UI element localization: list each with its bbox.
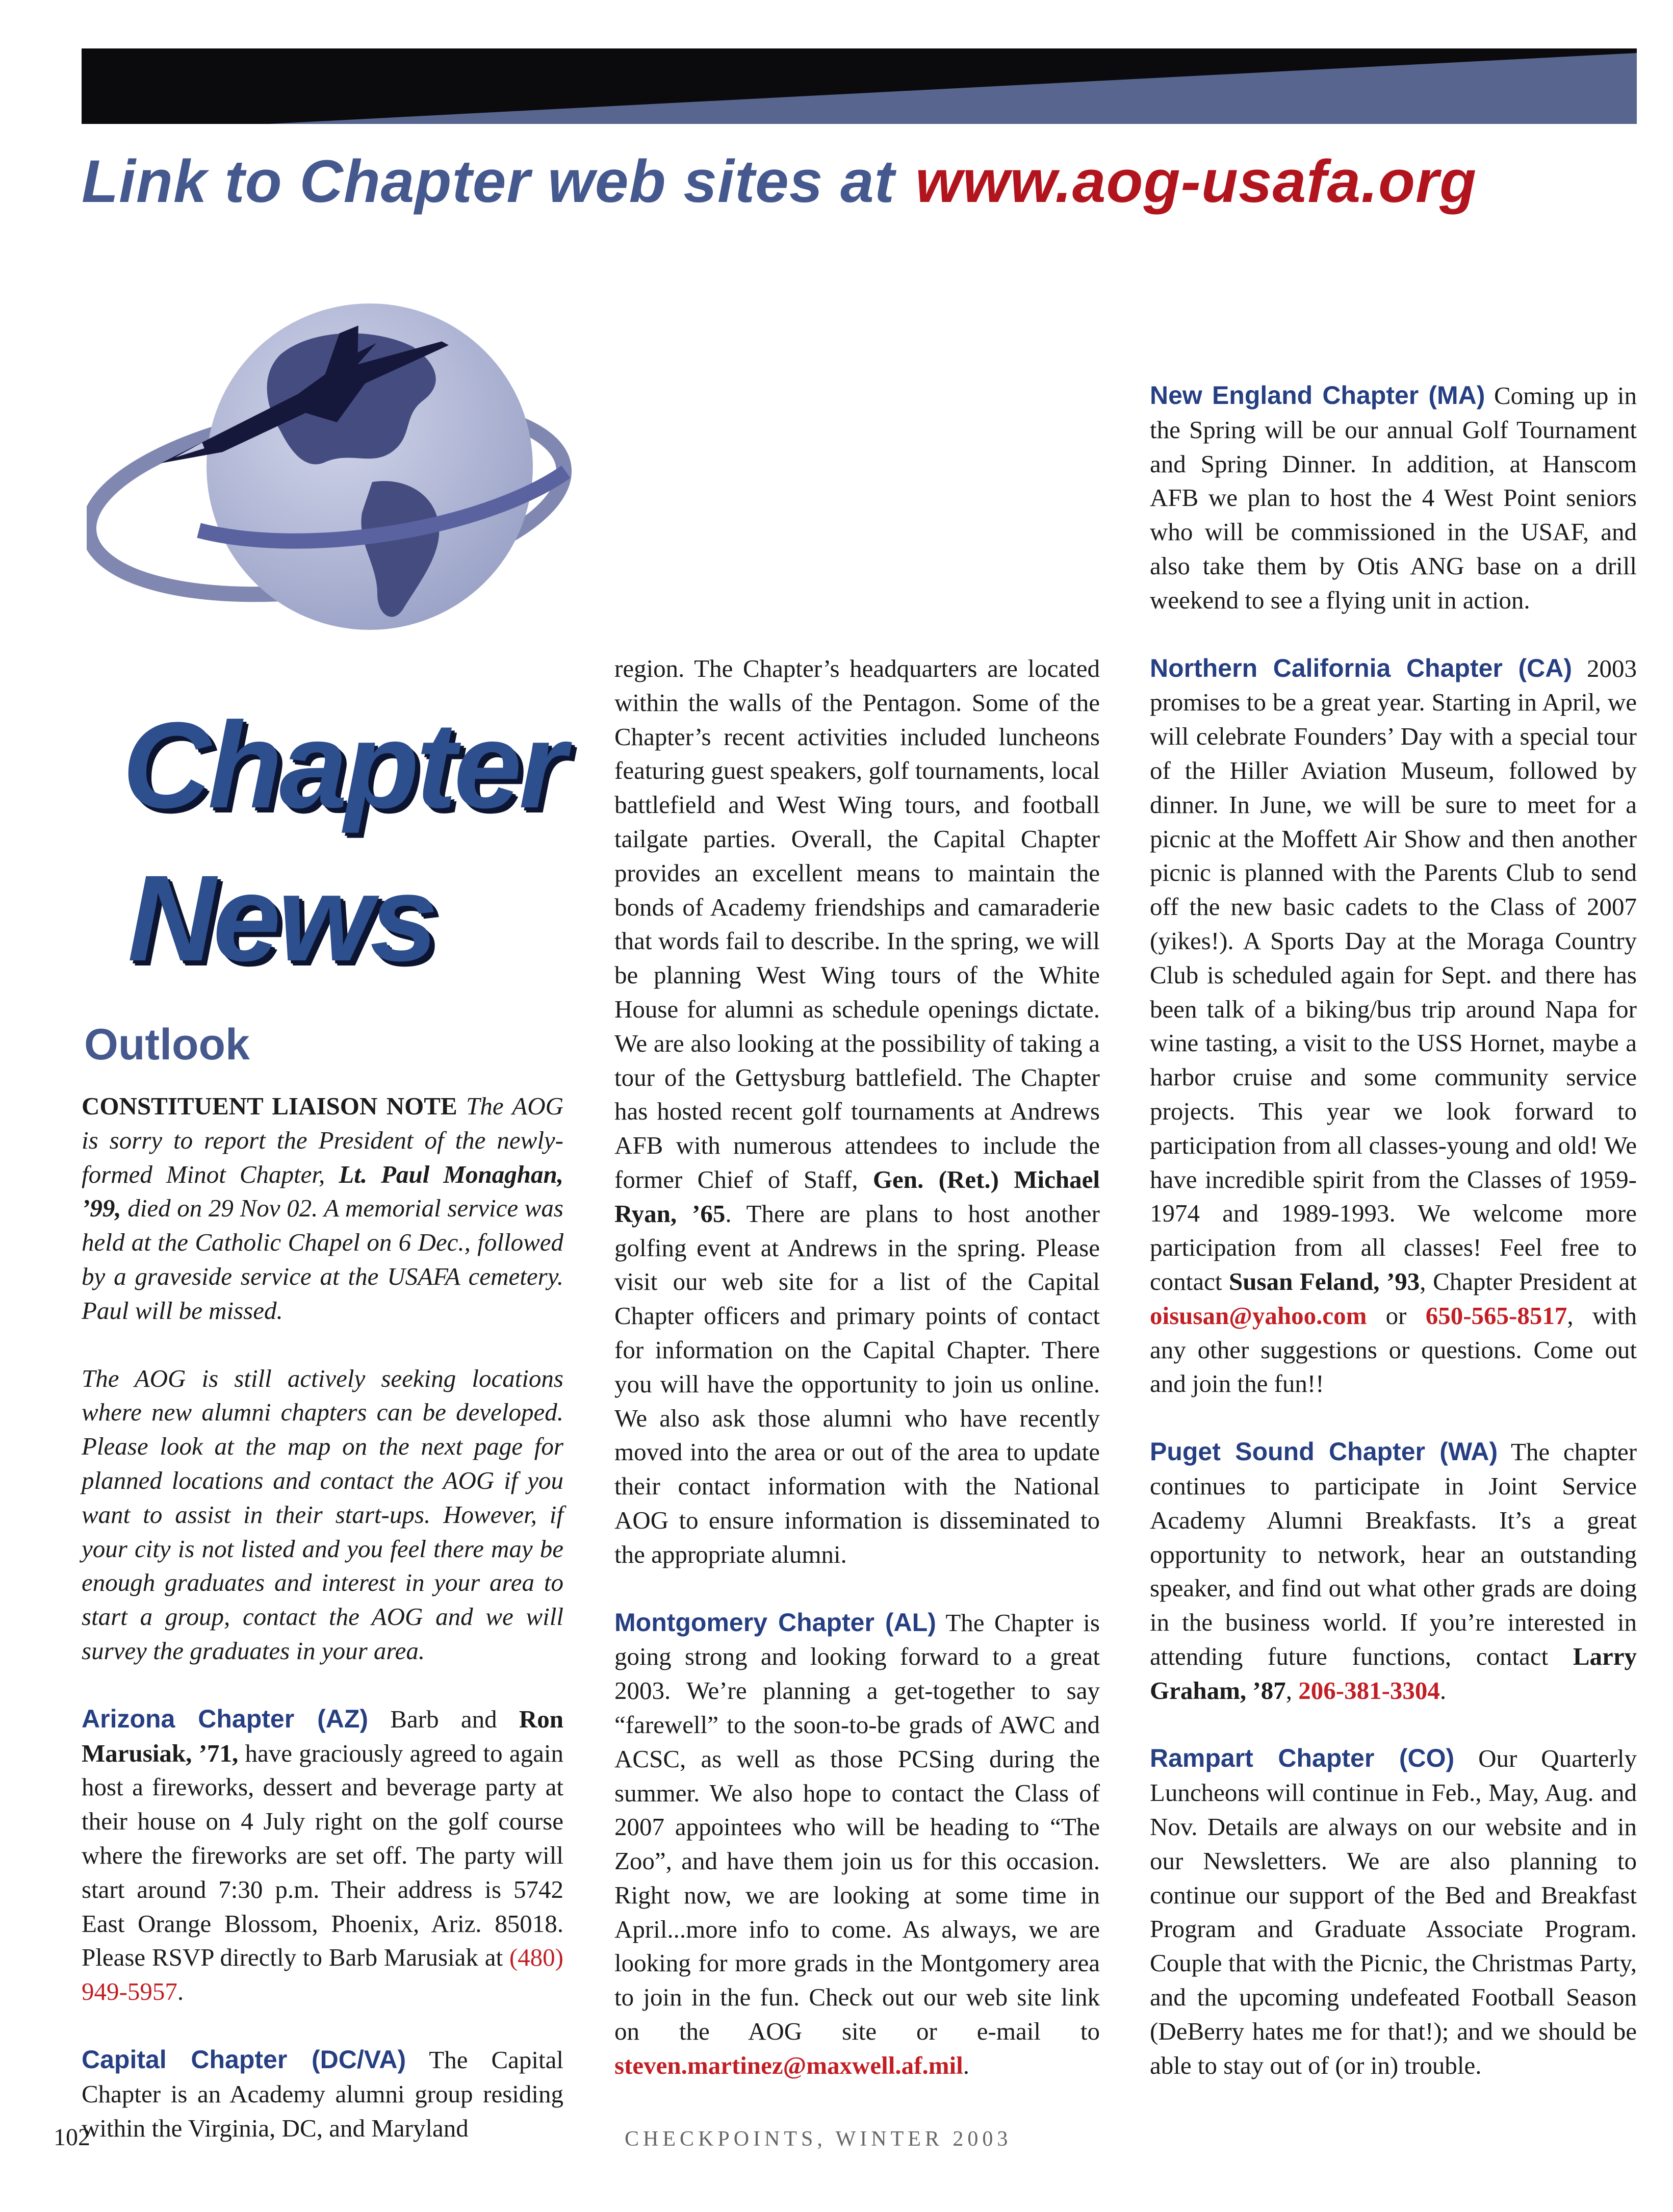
liaison-label: CONSTITUENT LIAISON NOTE xyxy=(82,1092,457,1120)
capital-entry xyxy=(82,2043,563,2145)
chapter-links-headline xyxy=(82,149,1642,215)
capital-text3: . There are plans to host another golfing event at Andrews in the spring. Please visit our web site for a list of the Capital Chapter officers and primary points of contact for information on the Capital Chapter. There you will have the opportunity to join us online. We also ask those alumni who have recently moved into the area or out of the area to update their contact information with the National AOG to ensure information is disseminated to the appropriate alumni. xyxy=(614,1199,1100,1568)
puget-name: Larry Graham, ’87 xyxy=(1150,1642,1637,1705)
rampart-entry xyxy=(1150,1741,1637,2082)
norcal-text3: or xyxy=(1385,1301,1407,1330)
capital-continued xyxy=(614,652,1100,1572)
arizona-heading: Arizona Chapter (AZ) xyxy=(82,1704,369,1733)
montgomery-text1: The Chapter is going strong and looking forward to a great 2003. We’re planning a get-together to say “farewell” to the soon-to-be grads of AWC and ACSC, as well as those PCSing during the summer. We also hope to contact the Class of 2007 appointees who will be heading to “The Zoo”, and have them join us for this occasion. Right now, we are looking at some time in April...more info to come. As always, we are looking for more grads in the Montgomery area to join in the fun. Check out our web site link on the AOG site or e-mail to xyxy=(614,1608,1100,2046)
rampart-text1: Our Quarterly Luncheons will continue in Feb., May, Aug. and Nov. Details are always on our website and in our Newsletters. We are also planning to continue our support of the Bed and Breakfast Program and Graduate Associate Program. Couple that with the Picnic, the Christmas Party, and the upcoming undefeated Football Season (DeBerry hates me for that!); and we should be able to stay out of (or in) trouble. xyxy=(1150,1744,1637,2079)
headline-text: Link to Chapter web sites at xyxy=(82,148,895,215)
norcal-email[interactable]: oisusan@yahoo.com xyxy=(1150,1301,1367,1330)
arizona-name: Ron Marusiak, ’71, xyxy=(82,1705,564,1767)
norcal-heading: Northern California Chapter (CA) xyxy=(1150,653,1573,682)
puget-entry xyxy=(1150,1435,1637,1708)
capital-text2: region. The Chapter’s headquarters are located within the walls of the Pentagon. Some of the Chapter’s recent activities included luncheons featuring guest speakers, golf tournaments, local battlefield and West Wing tours, and football tailgate parties. Overall, the Capital Chapter provides an excellent means to maintain the bonds of Academy friendships and camaraderie that words fail to describe. In the spring, we will be planning West Wing tours of the White House for alumni as schedule openings dictate. We are also looking at the possibility of taking a tour of the Gettysburg battlefield. The Chapter has hosted recent golf tournaments at Andrews AFB with numerous attendees to include the former Chief of Staff, xyxy=(614,654,1100,1193)
montgomery-email[interactable]: steven.martinez@maxwell.af.mil xyxy=(614,2051,963,2079)
liaison-note xyxy=(82,1089,563,1328)
column-middle xyxy=(614,652,1100,2083)
puget-text2: , xyxy=(1285,1676,1292,1705)
capital-text1: The Capital Chapter is an Academy alumni group residing within the Virginia, DC, and Maryland xyxy=(82,2045,563,2142)
puget-text3: . xyxy=(1439,1676,1447,1705)
page-number: 102 xyxy=(54,2124,90,2151)
liaison-text2: died on 29 Nov 02. A memorial service was held at the Catholic Chapel on 6 Dec., followed by a graveside service at the USAFA cemetery. Paul will be missed. xyxy=(82,1194,563,1325)
montgomery-heading: Montgomery Chapter (AL) xyxy=(614,1608,936,1637)
arizona-text1: Barb and xyxy=(390,1705,497,1733)
liaison-name: Lt. Paul Monaghan, ’99, xyxy=(82,1160,564,1223)
column-left xyxy=(82,1089,563,2145)
aog-website-link[interactable]: www.aog-usafa.org xyxy=(915,148,1477,215)
arizona-entry xyxy=(82,1702,563,2009)
liaison-paragraph2: The AOG is still actively seeking locations where new alumni chapters can be developed. Please look at the map on the next page for planned locations and contact the AOG if you want to assist in their start-ups. However, if your city is not listed and you feel there may be enough graduates and interest in your area to start a group, contact the AOG and we will survey the graduates in your area. xyxy=(82,1364,563,1665)
newengland-heading: New England Chapter (MA) xyxy=(1150,381,1485,410)
globe-jet-illustration xyxy=(87,298,586,671)
newengland-text1: Coming up in the Spring will be our annual Golf Tournament and Spring Dinner. In addition, at Hanscom AFB we plan to host the 4 West Point seniors who will be commissioned in the USAF, and also take them by Otis ANG base on a drill weekend to see a flying unit in action. xyxy=(1150,382,1637,614)
arizona-text2: have graciously agreed to again host a fireworks, dessert and beverage party at their house on 4 July right on the golf course where the fireworks are set off. The party will start around 7:30 p.m. Their address is 5742 East Orange Blossom, Phoenix, Ariz. 85018. Please RSVP directly to Barb Marusiak at xyxy=(82,1739,563,1972)
chapter-title: Chapter xyxy=(122,697,563,833)
arizona-text3: . xyxy=(177,1977,184,2006)
publication-footer: CHECKPOINTS, WINTER 2003 xyxy=(625,2127,1012,2151)
arizona-phone[interactable]: (480) 949-5957 xyxy=(82,1943,563,2006)
liaison-text1: The AOG is sorry to report the President of the newly-formed Minot Chapter, xyxy=(82,1092,563,1188)
news-title: News xyxy=(127,850,435,986)
outlook-subtitle: Outlook xyxy=(84,1020,250,1069)
rampart-heading: Rampart Chapter (CO) xyxy=(1150,1744,1455,1773)
norcal-text4: , with any other suggestions or questions. Come out and join the fun!! xyxy=(1150,1301,1637,1398)
norcal-entry xyxy=(1150,651,1637,1402)
puget-phone[interactable]: 206-381-3304 xyxy=(1298,1676,1440,1705)
norcal-text1: 2003 promises to be a great year. Starting in April, we will celebrate Founders’ Day with a special tour of the Hiller Aviation Museum, followed by dinner. In June, we will be sure to meet for a picnic at the Moffett Air Show and then another picnic is planned with the Parents Club to send off the new basic cadets to the Class of 2007 (yikes!). A Sports Day at the Moraga Country Club is scheduled again for Sept. and there has been talk of a biking/bus trip around Napa for wine tasting, a visit to the USS Hornet, maybe a harbor cruise and some community service projects. This year we look forward to participation from all classes-young and old! We have incredible spirit from the Classes of 1959-1974 and 1989-1993. We welcome more participation from all classes! Feel free to contact xyxy=(1150,654,1637,1295)
newengland-entry xyxy=(1150,378,1637,618)
norcal-phone[interactable]: 650-565-8517 xyxy=(1425,1301,1567,1330)
capital-heading: Capital Chapter (DC/VA) xyxy=(82,2045,406,2074)
puget-heading: Puget Sound Chapter (WA) xyxy=(1150,1437,1498,1466)
montgomery-entry xyxy=(614,1606,1100,2083)
norcal-name: Susan Feland, ’93 xyxy=(1229,1267,1420,1295)
capital-name: Gen. (Ret.) Michael Ryan, ’65 xyxy=(614,1165,1100,1228)
column-right xyxy=(1150,378,1637,2082)
montgomery-text2: . xyxy=(963,2051,970,2079)
puget-text1: The chapter continues to participate in Joint Service Academy Alumni Breakfasts. It’s a great opportunity to network, hear an outstanding speaker, and find out what other grads are doing in the business world. If you’re interested in attending future functions, contact xyxy=(1150,1438,1637,1670)
norcal-text2: , Chapter President at xyxy=(1420,1267,1637,1295)
